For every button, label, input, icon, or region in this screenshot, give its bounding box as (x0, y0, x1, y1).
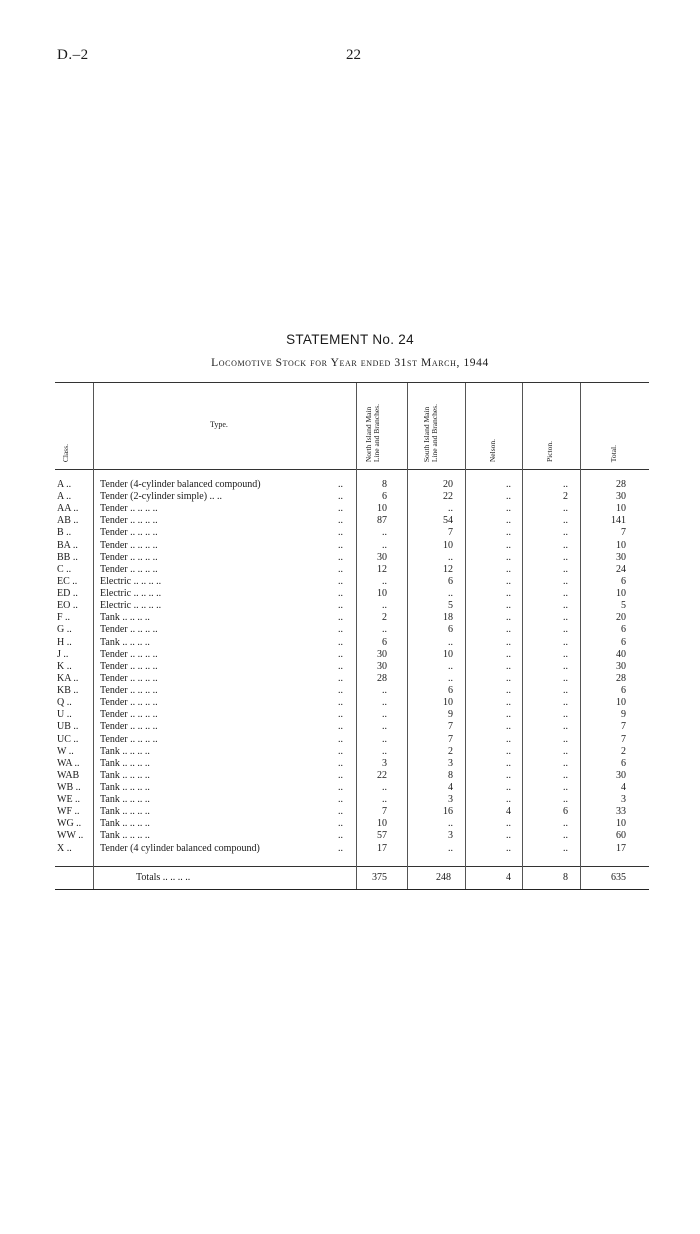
cell-nelson: .. (506, 842, 511, 854)
cell-class: BA .. (57, 539, 78, 551)
cell-nelson: .. (506, 709, 511, 721)
cell-type: Tank .. .. .. .. (100, 769, 150, 781)
cell-picton: .. (563, 709, 568, 721)
cell-type: Tender (2-cylinder simple) .. .. (100, 491, 223, 503)
cell-type: Tank .. .. .. .. (100, 782, 150, 793)
cell-total: 7 (621, 721, 626, 733)
cell-nelson: 4 (506, 806, 511, 818)
header-type: Type. (210, 420, 228, 429)
cell-south: 4 (448, 782, 453, 793)
cell-type: Tender .. .. .. .. (100, 697, 158, 709)
cell-south: 22 (443, 491, 453, 503)
header-class: Class. (61, 443, 70, 462)
cell-south: .. (448, 660, 453, 672)
cell-total: 10 (616, 503, 626, 515)
cell-north: .. (382, 697, 387, 709)
cell-dots: .. (338, 794, 343, 806)
cell-picton: .. (563, 479, 568, 490)
cell-north: 10 (377, 588, 387, 600)
header-picton: Picton. (545, 440, 554, 462)
cell-dots: .. (338, 491, 343, 503)
cell-dots: .. (338, 842, 343, 854)
cell-picton: .. (563, 648, 568, 660)
cell-class: ED .. (57, 588, 78, 600)
cell-dots: .. (338, 588, 343, 600)
totals-nelson: 4 (506, 872, 511, 883)
page-ref: D.–2 (57, 47, 89, 63)
cell-picton: .. (563, 830, 568, 842)
cell-picton: 6 (563, 806, 568, 818)
cell-dots: .. (338, 709, 343, 721)
cell-type: Tender .. .. .. .. (100, 685, 158, 697)
cell-south: 10 (443, 697, 453, 709)
cell-dots: .. (338, 830, 343, 842)
cell-picton: .. (563, 794, 568, 806)
cell-class: W .. (57, 745, 74, 757)
cell-nelson: .. (506, 697, 511, 709)
statement-subtitle: Locomotive Stock for Year ended 31st March, 1944 (211, 357, 489, 369)
cell-class: Q .. (57, 697, 72, 709)
cell-total: 30 (616, 551, 626, 563)
cell-dots: .. (338, 697, 343, 709)
cell-picton: .. (563, 551, 568, 563)
cell-type: Tank .. .. .. .. (100, 830, 150, 842)
cell-picton: .. (563, 624, 568, 636)
cell-class: EO .. (57, 600, 78, 612)
cell-dots: .. (338, 769, 343, 781)
header-north-island: North Island Main Line and Branches. (364, 403, 381, 462)
cell-south: .. (448, 842, 453, 854)
cell-class: AB .. (57, 515, 79, 527)
statement-title: STATEMENT No. 24 (286, 332, 414, 347)
cell-total: 2 (621, 745, 626, 757)
cell-picton: .. (563, 503, 568, 515)
cell-nelson: .. (506, 491, 511, 503)
cell-north: .. (382, 539, 387, 551)
cell-total: 6 (621, 685, 626, 697)
cell-class: WE .. (57, 794, 81, 806)
cell-north: 8 (382, 479, 387, 490)
cell-north: .. (382, 782, 387, 793)
cell-picton: .. (563, 600, 568, 612)
cell-dots: .. (338, 672, 343, 684)
cell-type: Tender .. .. .. .. (100, 660, 158, 672)
cell-north: 30 (377, 551, 387, 563)
cell-picton: .. (563, 697, 568, 709)
cell-north: 28 (377, 672, 387, 684)
cell-north: 12 (377, 563, 387, 575)
cell-nelson: .. (506, 600, 511, 612)
cell-type: Tank .. .. .. .. (100, 745, 150, 757)
cell-nelson: .. (506, 721, 511, 733)
cell-total: 30 (616, 769, 626, 781)
cell-south: 6 (448, 624, 453, 636)
cell-picton: .. (563, 515, 568, 527)
cell-class: F .. (57, 612, 71, 624)
header-total: Total. (609, 444, 618, 462)
cell-nelson: .. (506, 660, 511, 672)
cell-south: .. (448, 551, 453, 563)
header-nelson: Nelson. (488, 438, 497, 462)
cell-nelson: .. (506, 794, 511, 806)
cell-south: 7 (448, 733, 453, 745)
cell-nelson: .. (506, 830, 511, 842)
cell-south: 54 (443, 515, 453, 527)
cell-dots: .. (338, 527, 343, 539)
cell-total: 30 (616, 491, 626, 503)
cell-dots: .. (338, 575, 343, 587)
cell-class: AA .. (57, 503, 79, 515)
cell-type: Tank .. .. .. .. (100, 612, 150, 624)
cell-south: .. (448, 672, 453, 684)
cell-type: Tender (4 cylinder balanced compound) (100, 842, 260, 854)
cell-class: WF .. (57, 806, 80, 818)
cell-total: 3 (621, 794, 626, 806)
cell-total: 40 (616, 648, 626, 660)
cell-south: .. (448, 636, 453, 648)
cell-type: Tank .. .. .. .. (100, 806, 150, 818)
cell-north: 2 (382, 612, 387, 624)
cell-picton: .. (563, 745, 568, 757)
cell-nelson: .. (506, 733, 511, 745)
cell-type: Tank .. .. .. .. (100, 757, 150, 769)
cell-north: .. (382, 794, 387, 806)
cell-dots: .. (338, 733, 343, 745)
cell-south: 8 (448, 769, 453, 781)
cell-north: 87 (377, 515, 387, 527)
cell-north: .. (382, 721, 387, 733)
cell-north: 22 (377, 769, 387, 781)
cell-north: .. (382, 624, 387, 636)
cell-class: B .. (57, 527, 72, 539)
cell-dots: .. (338, 515, 343, 527)
cell-dots: .. (338, 503, 343, 515)
cell-class: A .. (57, 479, 72, 490)
cell-picton: .. (563, 685, 568, 697)
cell-nelson: .. (506, 612, 511, 624)
cell-north: 57 (377, 830, 387, 842)
cell-class: UB .. (57, 721, 79, 733)
cell-north: 10 (377, 503, 387, 515)
cell-nelson: .. (506, 757, 511, 769)
cell-type: Tender .. .. .. .. (100, 527, 158, 539)
cell-total: 6 (621, 624, 626, 636)
cell-total: 30 (616, 660, 626, 672)
cell-class: H .. (57, 636, 72, 648)
cell-type: Tender .. .. .. .. (100, 563, 158, 575)
cell-class: BB .. (57, 551, 78, 563)
cell-dots: .. (338, 721, 343, 733)
cell-class: WG .. (57, 818, 82, 830)
cell-nelson: .. (506, 527, 511, 539)
cell-class: X .. (57, 842, 72, 854)
cell-picton: .. (563, 527, 568, 539)
cell-class: K .. (57, 660, 72, 672)
cell-north: 3 (382, 757, 387, 769)
header-bottom-rule (55, 469, 649, 470)
cell-picton: .. (563, 672, 568, 684)
cell-picton: .. (563, 660, 568, 672)
cell-dots: .. (338, 636, 343, 648)
cell-south: 3 (448, 794, 453, 806)
cell-nelson: .. (506, 818, 511, 830)
cell-nelson: .. (506, 479, 511, 490)
cell-south: 5 (448, 600, 453, 612)
cell-type: Tender .. .. .. .. (100, 539, 158, 551)
cell-south: 10 (443, 539, 453, 551)
table-bottom-rule (55, 889, 649, 890)
totals-picton: 8 (563, 872, 568, 883)
cell-dots: .. (338, 818, 343, 830)
cell-north: .. (382, 685, 387, 697)
cell-total: 28 (616, 672, 626, 684)
cell-south: 18 (443, 612, 453, 624)
cell-total: 24 (616, 563, 626, 575)
cell-dots: .. (338, 624, 343, 636)
cell-nelson: .. (506, 539, 511, 551)
cell-total: 60 (616, 830, 626, 842)
cell-nelson: .. (506, 515, 511, 527)
cell-type: Tender (4-cylinder balanced compound) (100, 479, 261, 490)
cell-north: .. (382, 745, 387, 757)
cell-nelson: .. (506, 636, 511, 648)
cell-type: Tender .. .. .. .. (100, 721, 158, 733)
totals-grand: 635 (611, 872, 626, 883)
cell-total: 6 (621, 636, 626, 648)
cell-dots: .. (338, 660, 343, 672)
cell-picton: .. (563, 588, 568, 600)
cell-total: 10 (616, 588, 626, 600)
cell-dots: .. (338, 685, 343, 697)
cell-picton: .. (563, 782, 568, 793)
totals-label: Totals .. .. .. .. (136, 872, 191, 883)
cell-nelson: .. (506, 588, 511, 600)
cell-north: 7 (382, 806, 387, 818)
cell-dots: .. (338, 551, 343, 563)
cell-south: 12 (443, 563, 453, 575)
cell-class: WA .. (57, 757, 80, 769)
cell-type: Tank .. .. .. .. (100, 794, 150, 806)
cell-total: 6 (621, 757, 626, 769)
cell-total: 4 (621, 782, 626, 793)
cell-dots: .. (338, 745, 343, 757)
cell-class: C .. (57, 563, 72, 575)
cell-south: 10 (443, 648, 453, 660)
cell-class: G .. (57, 624, 72, 636)
cell-class: U .. (57, 709, 72, 721)
cell-total: 6 (621, 575, 626, 587)
cell-picton: .. (563, 721, 568, 733)
cell-north: 30 (377, 648, 387, 660)
cell-nelson: .. (506, 782, 511, 793)
cell-south: 16 (443, 806, 453, 818)
cell-type: Electric .. .. .. .. (100, 600, 162, 612)
cell-type: Tender .. .. .. .. (100, 503, 158, 515)
cell-total: 141 (611, 515, 626, 527)
cell-dots: .. (338, 806, 343, 818)
cell-nelson: .. (506, 769, 511, 781)
column-divider (93, 383, 94, 889)
cell-south: 3 (448, 757, 453, 769)
cell-type: Tender .. .. .. .. (100, 709, 158, 721)
cell-south: .. (448, 588, 453, 600)
cell-dots: .. (338, 563, 343, 575)
cell-total: 10 (616, 818, 626, 830)
cell-class: WB .. (57, 782, 81, 793)
cell-nelson: .. (506, 648, 511, 660)
cell-picton: 2 (563, 491, 568, 503)
cell-dots: .. (338, 648, 343, 660)
cell-south: 7 (448, 721, 453, 733)
cell-picton: .. (563, 769, 568, 781)
cell-type: Electric .. .. .. .. (100, 575, 162, 587)
cell-dots: .. (338, 539, 343, 551)
cell-picton: .. (563, 842, 568, 854)
cell-dots: .. (338, 479, 343, 490)
cell-dots: .. (338, 600, 343, 612)
cell-dots: .. (338, 782, 343, 793)
cell-north: .. (382, 733, 387, 745)
cell-picton: .. (563, 539, 568, 551)
cell-north: 30 (377, 660, 387, 672)
cell-south: .. (448, 503, 453, 515)
cell-dots: .. (338, 612, 343, 624)
cell-dots: .. (338, 757, 343, 769)
cell-north: 10 (377, 818, 387, 830)
cell-total: 7 (621, 527, 626, 539)
cell-north: 17 (377, 842, 387, 854)
cell-south: .. (448, 818, 453, 830)
cell-south: 2 (448, 745, 453, 757)
cell-south: 9 (448, 709, 453, 721)
cell-picton: .. (563, 563, 568, 575)
cell-nelson: .. (506, 685, 511, 697)
cell-total: 10 (616, 697, 626, 709)
cell-picton: .. (563, 636, 568, 648)
cell-south: 7 (448, 527, 453, 539)
cell-north: 6 (382, 636, 387, 648)
cell-north: .. (382, 575, 387, 587)
table-top-rule (55, 382, 649, 383)
cell-north: .. (382, 709, 387, 721)
cell-south: 3 (448, 830, 453, 842)
totals-top-rule (55, 866, 649, 867)
cell-total: 5 (621, 600, 626, 612)
cell-nelson: .. (506, 624, 511, 636)
cell-total: 7 (621, 733, 626, 745)
cell-type: Tender .. .. .. .. (100, 515, 158, 527)
cell-south: 6 (448, 685, 453, 697)
cell-type: Tank .. .. .. .. (100, 636, 150, 648)
cell-nelson: .. (506, 575, 511, 587)
cell-nelson: .. (506, 745, 511, 757)
cell-picton: .. (563, 575, 568, 587)
cell-type: Tender .. .. .. .. (100, 733, 158, 745)
totals-south: 248 (436, 872, 451, 883)
cell-north: .. (382, 527, 387, 539)
cell-class: J .. (57, 648, 69, 660)
cell-total: 9 (621, 709, 626, 721)
cell-south: 6 (448, 575, 453, 587)
cell-total: 33 (616, 806, 626, 818)
page-number: 22 (346, 47, 361, 63)
cell-nelson: .. (506, 503, 511, 515)
cell-type: Tender .. .. .. .. (100, 624, 158, 636)
cell-nelson: .. (506, 563, 511, 575)
cell-class: KA .. (57, 672, 79, 684)
cell-type: Tender .. .. .. .. (100, 551, 158, 563)
cell-nelson: .. (506, 551, 511, 563)
cell-total: 20 (616, 612, 626, 624)
cell-total: 10 (616, 539, 626, 551)
cell-class: EC .. (57, 575, 78, 587)
cell-south: 20 (443, 479, 453, 490)
cell-class: A .. (57, 491, 72, 503)
cell-type: Tender .. .. .. .. (100, 648, 158, 660)
cell-picton: .. (563, 612, 568, 624)
cell-class: UC .. (57, 733, 79, 745)
totals-north: 375 (372, 872, 387, 883)
cell-picton: .. (563, 733, 568, 745)
cell-total: 17 (616, 842, 626, 854)
cell-class: WAB (57, 769, 80, 781)
cell-nelson: .. (506, 672, 511, 684)
cell-north: 6 (382, 491, 387, 503)
cell-type: Electric .. .. .. .. (100, 588, 162, 600)
cell-class: WW .. (57, 830, 84, 842)
cell-type: Tender .. .. .. .. (100, 672, 158, 684)
cell-north: .. (382, 600, 387, 612)
cell-class: KB .. (57, 685, 79, 697)
cell-type: Tank .. .. .. .. (100, 818, 150, 830)
cell-picton: .. (563, 757, 568, 769)
cell-picton: .. (563, 818, 568, 830)
cell-total: 28 (616, 479, 626, 490)
header-south-island: South Island Main Line and Branches. (422, 403, 439, 462)
